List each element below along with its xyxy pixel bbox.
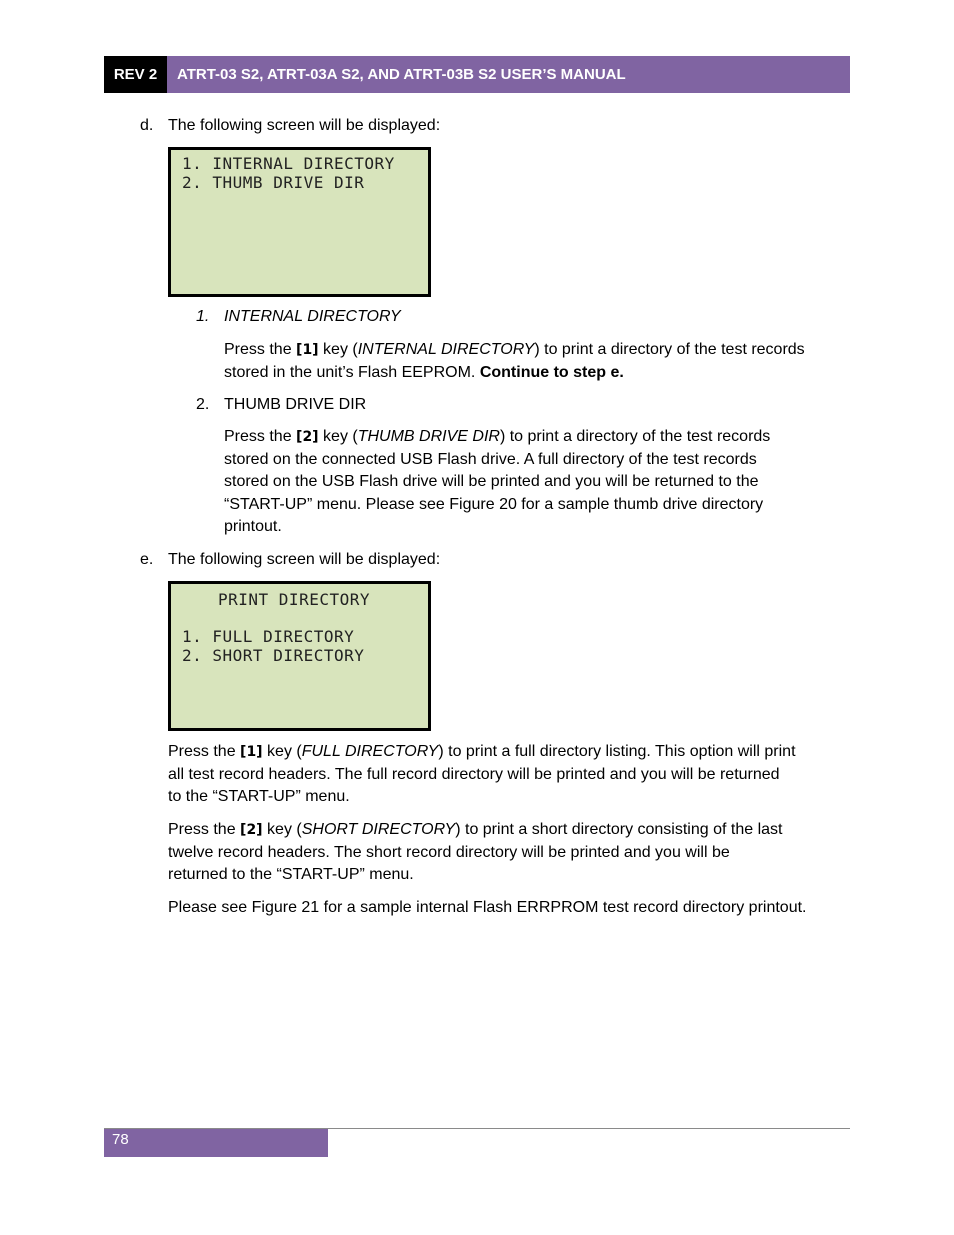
- page-number: 78: [112, 1131, 129, 1148]
- text-line: all test record headers. The full record directory will be printed and you will be returned: [168, 765, 780, 783]
- text-run: key (: [267, 821, 302, 838]
- step-d-marker: d.: [140, 117, 154, 134]
- lcd-line: 1. INTERNAL DIRECTORY: [182, 154, 395, 173]
- option1-paragraph: [224, 339, 805, 384]
- option2-marker: 2.: [196, 396, 210, 413]
- lcd-screen-print-directory: [168, 581, 431, 731]
- text-line: stored on the USB Flash drive will be printed and you will be returned to the: [224, 473, 759, 490]
- key-2: [2]: [240, 822, 263, 838]
- text-run: key (: [323, 341, 358, 358]
- revision-label: REV 2: [104, 56, 167, 93]
- page-number-box: [104, 1129, 328, 1157]
- page-header: [104, 56, 850, 93]
- lcd-line: 2. SHORT DIRECTORY: [182, 646, 365, 665]
- text-run: Press the: [224, 428, 292, 445]
- text-line: “START-UP” menu. Please see Figure 20 for a sample thumb drive directory: [224, 495, 764, 513]
- italic-run: FULL DIRECTORY: [301, 743, 439, 760]
- full-directory-paragraph: [168, 741, 796, 809]
- manual-title: ATRT-03 S2, ATRT-03A S2, AND ATRT-03B S2 USER’S MANUAL: [167, 56, 850, 93]
- text-run: Press the: [168, 821, 236, 838]
- key-1: [1]: [240, 744, 263, 760]
- text-run: key (: [323, 428, 358, 445]
- text-run: ) to print a full directory listing. This option will print: [438, 743, 796, 760]
- text-run: key (: [267, 743, 302, 760]
- step-e-marker: e.: [140, 551, 154, 568]
- text-run: ) to print a directory of the test records: [534, 341, 805, 358]
- lcd-screen-directory: [168, 147, 431, 297]
- option2-heading: THUMB DRIVE DIR: [224, 396, 367, 413]
- text-line: printout.: [224, 518, 282, 535]
- text-run: Press the: [224, 341, 292, 358]
- step-d-text: The following screen will be displayed:: [168, 117, 441, 134]
- figure-reference-paragraph: Please see Figure 21 for a sample internal Flash ERRPROM test record directory printout.: [168, 899, 807, 916]
- italic-run: SHORT DIRECTORY: [301, 821, 456, 838]
- bold-run: Continue to step e.: [479, 363, 624, 381]
- key-1: [1]: [296, 342, 319, 358]
- lcd-line: 2. THUMB DRIVE DIR: [182, 173, 365, 192]
- option1-marker: 1.: [196, 308, 210, 325]
- lcd-title: PRINT DIRECTORY: [218, 590, 370, 609]
- key-2: [2]: [296, 429, 319, 445]
- short-directory-paragraph: [168, 819, 782, 887]
- text-run: Press the: [168, 743, 236, 760]
- step-e-text: The following screen will be displayed:: [168, 551, 441, 568]
- option1-heading: INTERNAL DIRECTORY: [224, 308, 401, 325]
- text-run: ) to print a directory of the test records: [499, 428, 771, 445]
- text-line: stored on the connected USB Flash drive. A full directory of the test records: [224, 450, 757, 468]
- text-line: twelve record headers. The short record directory will be printed and you will be: [168, 843, 730, 861]
- italic-run: INTERNAL DIRECTORY: [357, 341, 535, 358]
- text-run: ) to print a short directory consisting of the last: [455, 821, 783, 838]
- lcd-line: 1. FULL DIRECTORY: [182, 627, 355, 646]
- option2-paragraph: [224, 426, 770, 539]
- text-run: stored in the unit’s Flash EEPROM.: [224, 363, 476, 381]
- text-line: to the “START-UP” menu.: [168, 788, 350, 805]
- italic-run: THUMB DRIVE DIR: [357, 428, 500, 445]
- text-line: returned to the “START-UP” menu.: [168, 866, 414, 883]
